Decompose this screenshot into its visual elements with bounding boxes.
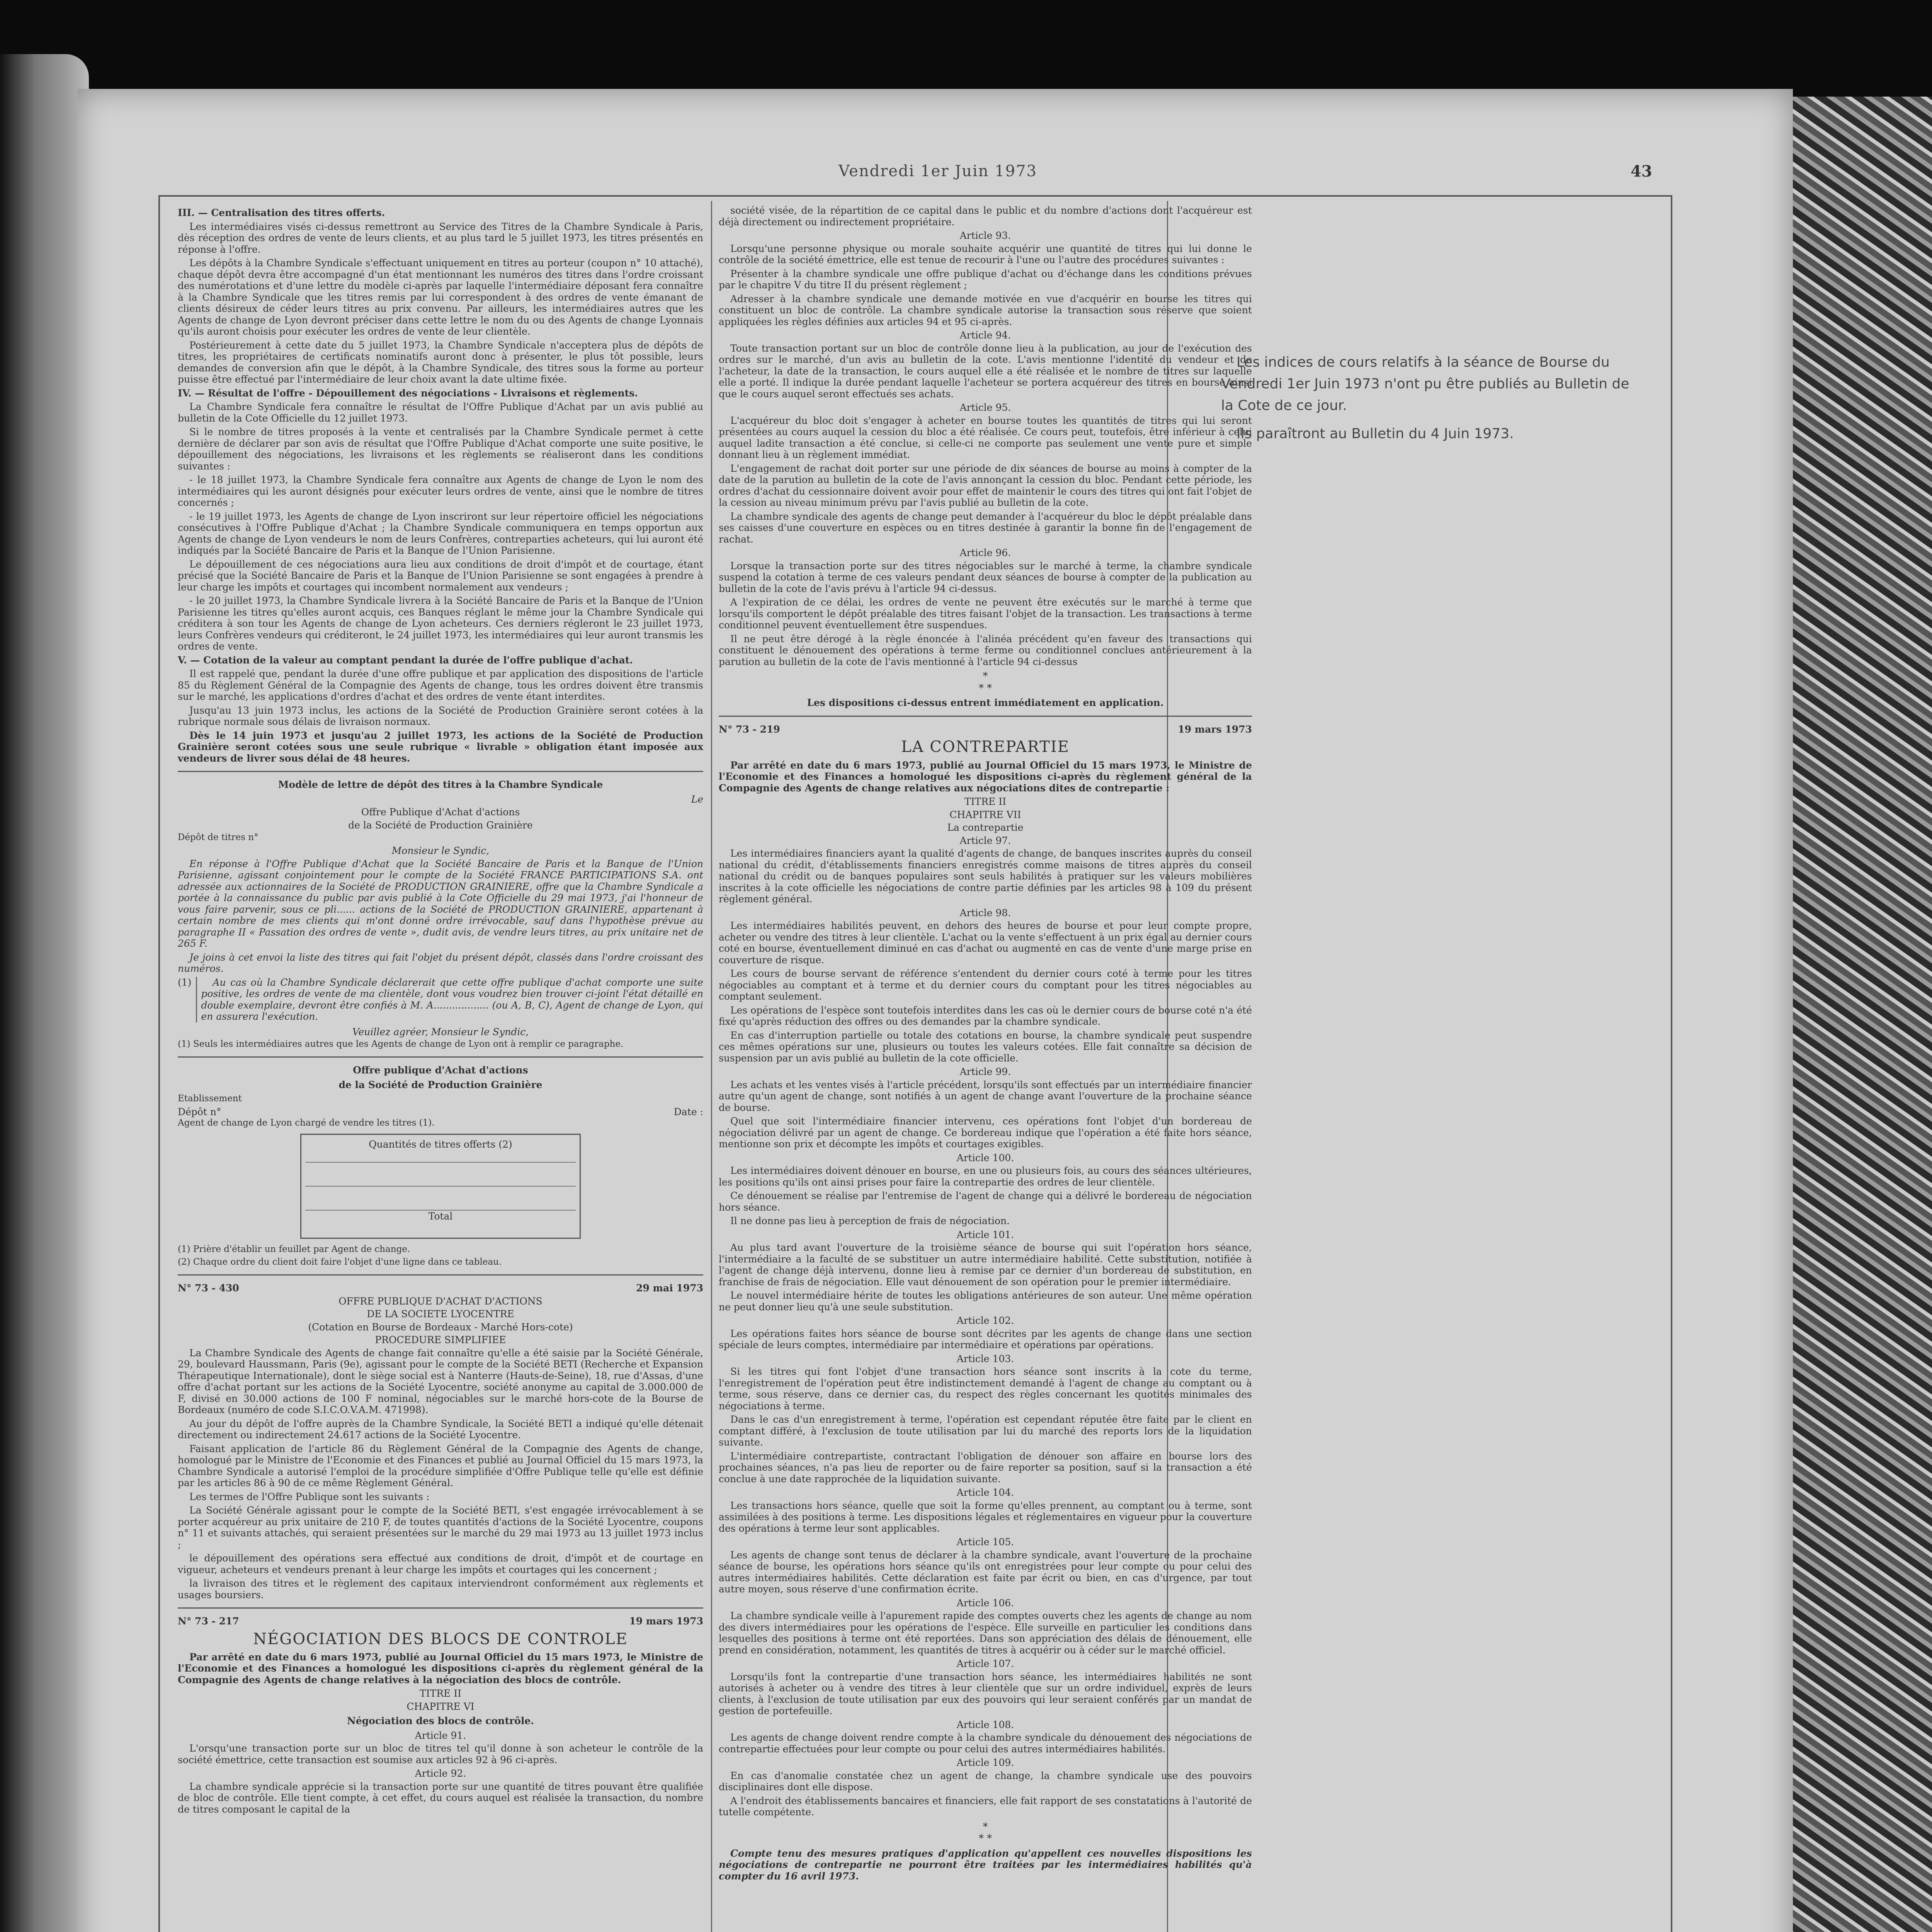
book-spine xyxy=(1793,97,1932,1932)
paragraph: Il ne donne pas lieu à perception de frais de négociation. xyxy=(730,1215,1010,1227)
paragraph: En cas d'anomalie constatée chez un agent de change, la chambre syndicale use des pouvoirs disciplinaires dont elle dispose. xyxy=(719,1770,1252,1793)
paragraph: Les intermédiaires doivent dénouer en bourse, en une ou plusieurs fois, au cours des séances ultérieures, les positions qu'ils ont ainsi prises pour faire la contrepartie des ordres de leur clientèle. xyxy=(719,1165,1252,1188)
letter-closing: Veuillez agréer, Monsieur le Syndic, xyxy=(352,1026,529,1037)
quantities-box xyxy=(300,1134,581,1239)
paragraph: La Chambre Syndicale des Agents de change fait connaître qu'elle a été saisie par la Société Générale, 29, boulevard Haussmann, Paris (9e), agissant pour le compte de la Société BETI (Recherche et Expansion Thérapeutique Internationale), dont le siège social est à Nanterre (Hauts-de-Seine), 18, rue d'Assas, d'une offre d'achat portant sur les actions de la Société Lyocentre, société anonyme au capital de 3.000.000 de F, divisé en 30.000 actions de 100 F nominal, négociables sur le marché hors-cote de la Bourse de Bordeaux (numéro de code S.I.C.O.V.A.M. 471998). xyxy=(178,1347,703,1416)
notice-date: 19 mars 1973 xyxy=(629,1616,703,1627)
article-heading: Article 106. xyxy=(956,1597,1014,1609)
paragraph: Les dépôts à la Chambre Syndicale s'effectuant uniquement en titres au porteur (coupon n° 10 attaché), chaque dépôt devra être accompagné d'un état mentionnant les numéros des titres dans l'ordre croissant des numérotations et d'une lettre du modèle ci-après par laquelle l'intermédiaire déposant fera connaître à la Chambre Syndicale que les titres remis par lui correspondent à des ordres de vente émanant de clients désireux de céder leurs titres au prix convenu. Par ailleurs, les intermédiaires autres que les Agents de change de Lyon devront préciser dans cette lettre le nom du ou des Agents de change Lyonnais qu'ils auront choisis pour exécuter les ordres de vente de leur clientèle. xyxy=(178,257,703,337)
chapter-heading: CHAPITRE VII xyxy=(949,809,1021,820)
titre-heading: TITRE II xyxy=(420,1688,461,1699)
form-row xyxy=(178,1106,703,1118)
paragraph: - le 18 juillet 1973, la Chambre Syndicale fera connaître aux Agents de change de Lyon le nom des intermédiaires qui les auront désignés pour exécuter leurs ordres de vente, ainsi que le nombre de titres concernés ; xyxy=(178,474,703,508)
paragraph: Le dépouillement de ces négociations aura lieu aux conditions de droit d'impôt et de courtage, étant précisé que la Société Bancaire de Paris et la Banque de l'Union Parisienne se sont engagées à prendre à leur charge les impôts et courtages qui incombent normalement aux vendeurs ; xyxy=(178,558,703,593)
paragraph: L'orsqu'une transaction porte sur un bloc de titres tel qu'il donne à son acheteur le contrôle de la société émettrice, cette transaction est soumise aux articles 92 à 96 ci-après. xyxy=(178,1743,703,1765)
article-heading: Article 107. xyxy=(956,1658,1014,1670)
article-heading: Article 92. xyxy=(415,1768,466,1779)
paragraph: Les intermédiaires financiers ayant la qualité d'agents de change, de banques inscrites auprès du conseil national du crédit, d'établissements financiers enregistrés comme maisons de titres auprès du conseil national du crédit ou de banques populaires sont seuls habilités à pratiquer sur les valeurs mobilières inscrites à la cote officielle les négociations de contre partie définies par les articles 98 à 109 du présent règlement général. xyxy=(719,848,1252,905)
form-field-etablissement: Etablissement xyxy=(178,1094,242,1104)
paragraph: Par arrêté en date du 6 mars 1973, publié au Journal Officiel du 15 mars 1973, le Ministre de l'Economie et des Finances a homologué les dispositions ci-après du règlement général de la Compagnie des Agents de change relatives aux négociations dites de contrepartie : xyxy=(719,759,1252,794)
page-header xyxy=(77,162,1793,189)
paragraph: Toute transaction portant sur un bloc de contrôle donne lieu à la publication, au jour de l'exécution des ordres sur le marché, d'un avis au bulletin de la cote. L'avis mentionne l'identité du vendeur et de l'acheteur, la date de la transaction, le cours auquel elle a été réalisée et le nombre de titres sur laquelle elle a porté. Il indique la durée pendant laquelle l'acheteur se portera acquéreur des titres en bourse ainsi que le cours auquel seront effectués ses achats. xyxy=(719,342,1252,400)
letter-date: Le xyxy=(691,793,703,805)
paragraph: Dans le cas d'un enregistrement à terme, l'opération est cependant réputée être faite par le client en comptant différé, à l'exclusion de toute utilisation par lui du marché des reports lors de la liquidation suivante. xyxy=(719,1414,1252,1448)
divider xyxy=(178,1056,703,1058)
paragraph: Les opérations de l'espèce sont toutefois interdites dans les cas où le dernier cours de bourse coté n'a été fixé qu'après réduction des offres ou des demandes par la chambre syndicale. xyxy=(719,1004,1252,1027)
notice-title: OFFRE PUBLIQUE D'ACHAT D'ACTIONS xyxy=(338,1295,543,1307)
notice-subtitle: (Cotation en Bourse de Bordeaux - Marché Hors-cote) xyxy=(308,1321,573,1333)
paragraph: Par arrêté en date du 6 mars 1973, publié au Journal Officiel du 15 mars 1973, le Ministre de l'Economie et des Finances a homologué les dispositions ci-après du règlement général de la Compagnie des Agents de change relatives à la négociation des blocs de contrôle. xyxy=(178,1651,703,1685)
article-heading: Article 95. xyxy=(959,402,1011,413)
paragraph: Je joins à cet envoi la liste des titres qui fait l'objet du présent dépôt, classés dans l'ordre croissant des numéros. xyxy=(178,951,703,975)
final-note: Compte tenu des mesures pratiques d'application qu'appellent ces nouvelles dispositions les négociations de contrepartie ne pourront être traitées par les intermédiaires habilités qu'à compter du 16 avril 1973. xyxy=(719,1847,1252,1882)
notice-header xyxy=(719,724,1252,735)
indices-notice: Les indices de cours relatifs à la séance de Bourse du Vendredi 1er Juin 1973 n'ont pu être publiés au Bulletin de la Cote de ce jour. xyxy=(1221,354,1629,413)
divider xyxy=(178,1607,703,1609)
paragraph: société visée, de la répartition de ce capital dans le public et du nombre d'actions dont l'acquéreur est déjà directement ou indirectement propriétaire. xyxy=(719,205,1252,228)
article-heading: Article 91. xyxy=(415,1730,466,1741)
section-title: III. — Centralisation des titres offerts. xyxy=(178,207,385,218)
chapter-heading: CHAPITRE VI xyxy=(406,1701,474,1712)
article-heading: Article 101. xyxy=(956,1229,1014,1240)
article-heading: Article 103. xyxy=(956,1353,1014,1364)
paragraph: Adresser à la chambre syndicale une demande motivée en vue d'acquérir en bourse les titres qui constituent un bloc de contrôle. La chambre syndicale autorise la transaction sous réserve que soient appliquées les règles définies aux articles 94 et 95 ci-après. xyxy=(719,293,1252,327)
article-heading: Article 108. xyxy=(956,1719,1014,1730)
paragraph: Les achats et les ventes visés à l'article précédent, lorsqu'ils sont effectués par un intermédiaire financier autre qu'un agent de change, sont notifiés à un agent de change avant l'ouverture de la prochaine séance de bourse. xyxy=(719,1079,1252,1113)
paragraph: Il est rappelé que, pendant la durée d'une offre publique et par application des dispositions de l'article 85 du Règlement Général de la Compagnie des Agents de change, tous les ordres doivent être transmis sur le marché, les applications d'ordres d'achat et des ordres de vente étant interdites. xyxy=(178,668,703,702)
section-title: V. — Cotation de la valeur au comptant pendant la durée de l'offre publique d'achat. xyxy=(178,654,633,666)
notice-header xyxy=(178,1282,703,1294)
paragraph: Au cas où la Chambre Syndicale déclarerait que cette offre publique d'achat comporte une suite positive, les ordres de vente de ma clientèle, dont vous voudrez bien trouver ci-joint l'état détaillé en double exemplaire, devront être confiés à M. A.................. (ou A, B, C), Agent de change de Lyon, qui en assurera l'exécution. xyxy=(196,977,703,1022)
article-heading: Article 102. xyxy=(956,1315,1014,1327)
paragraph: Postérieurement à cette date du 5 juillet 1973, la Chambre Syndicale n'acceptera plus de dépôts de titres, les propriétaires de certificats nominatifs auront donc à présenter, le plus tôt possible, leurs demandes de conversion afin que le dépôt, à la Chambre Syndicale, des titres sous la forme au porteur puisse être effectué par l'intermédiaire de leur choix avant la date ultime fixée. xyxy=(178,339,703,385)
article-heading: Article 97. xyxy=(959,835,1011,846)
article-heading: Article 94. xyxy=(959,330,1011,341)
paragraph: A l'endroit des établissements bancaires et financiers, elle fait rapport de ses constatations à l'autorité de tutelle compétente. xyxy=(719,1795,1252,1818)
article-heading: Article 105. xyxy=(956,1536,1014,1548)
paragraph: Si le nombre de titres proposés à la vente et centralisés par la Chambre Syndicale permet à cette dernière de déclarer par son avis de résultat que l'Offre Publique d'Achat comporte une suite positive, le dépouillement des négociations, les livraisons et les règlements se réaliseront dans les conditions suivantes : xyxy=(178,426,703,472)
form-field-depot: Dépôt n° xyxy=(178,1106,221,1118)
article-heading: Article 98. xyxy=(959,907,1011,918)
paragraph: La chambre syndicale des agents de change peut demander à l'acquéreur du bloc le dépôt préalable dans ses caisses d'une couverture en espèces ou en titres destinée à garantir la bonne fin de l'engagement de rachat. xyxy=(719,510,1252,545)
paragraph: Les intermédiaires visés ci-dessus remettront au Service des Titres de la Chambre Syndicale à Paris, dès réception des ordres de vente de leurs clients, et au plus tard le 5 juillet 1973, les titres présentés en réponse à l'offre. xyxy=(178,221,703,255)
paragraph: Lorsqu'une personne physique ou morale souhaite acquérir une quantité de titres qui lui donne le contrôle de la société émettrice, elle est tenue de recourir à l'une ou l'autre des procédures suivantes : xyxy=(719,243,1252,265)
letter-optional-block xyxy=(178,977,703,1025)
notice-number: N° 73 - 217 xyxy=(178,1616,239,1627)
paragraph: A l'expiration de ce délai, les ordres de vente ne peuvent être exécutés sur le marché à terme que lorsqu'ils comportent le dépôt préalable des titres faisant l'objet de la transaction. Les transactions à terme conditionnel peuvent éventuellement être suspendues. xyxy=(719,597,1252,631)
paragraph: La chambre syndicale apprécie si la transaction porte sur une quantité de titres pouvant être qualifiée de bloc de contrôle. Elle tient compte, à cet effet, du cours auquel est réalisée la transaction, du nombre de titres composant le capital de la xyxy=(178,1781,703,1815)
paragraph: L'acquéreur du bloc doit s'engager à acheter en bourse toutes les quantités de titres qui lui seront présentées au cours auquel la cession du bloc a été réalisée. Ce cours peut, toutefois, être inférieur à celui auquel ladite transaction a été conclue, si celle-ci ne comporte pas seulement une vente pure et simple donnant lieu à un règlement immédiat. xyxy=(719,415,1252,460)
paragraph: Il ne peut être dérogé à la règle énoncée à l'alinéa précédent qu'en faveur des transactions qui constituent le dénouement des opérations à terme ferme ou conditionnel conclues antérieurement à la parution au bulletin de la cote de l'avis mentionné à l'article 94 ci-dessus xyxy=(719,633,1252,667)
document-page xyxy=(77,89,1793,1932)
notice-title: DE LA SOCIETE LYOCENTRE xyxy=(367,1308,514,1320)
paragraph: Les cours de bourse servant de référence s'entendent du dernier cours coté à terme pour les titres négociables au comptant et à terme et du dernier cours du comptant pour les titres négociables au comptant seulement. xyxy=(719,968,1252,1002)
box-line xyxy=(305,1187,576,1211)
form-title: de la Société de Production Grainière xyxy=(338,1079,543,1090)
paragraph: En cas d'interruption partielle ou totale des cotations en bourse, la chambre syndicale peut suspendre ces mêmes opérations sur une, plusieurs ou toutes les valeurs cotées. Elle fait connaître sa décision de suspension par un avis publié au bulletin de la cote officielle. xyxy=(719,1029,1252,1064)
footnote: (1) Seuls les intermédiaires autres que les Agents de change de Lyon ont à remplir ce paragraphe. xyxy=(178,1039,624,1049)
box-header: Quantités de titres offerts (2) xyxy=(305,1139,576,1163)
notice-procedure: PROCEDURE SIMPLIFIEE xyxy=(375,1334,506,1346)
page-number: 43 xyxy=(1631,162,1652,180)
divider xyxy=(178,771,703,772)
article-heading: Article 109. xyxy=(956,1757,1014,1769)
notice-title: NÉGOCIATION DES BLOCS DE CONTROLE xyxy=(253,1630,628,1648)
paragraph: La Chambre Syndicale fera connaître le résultat de l'Offre Publique d'Achat par un avis publié au bulletin de la Cote Officielle du 12 juillet 1973. xyxy=(178,401,703,424)
chapter-name: Négociation des blocs de contrôle. xyxy=(347,1715,534,1727)
column-2 xyxy=(719,205,1252,1884)
form-field-date: Date : xyxy=(673,1106,703,1118)
paragraph: Faisant application de l'article 86 du Règlement Général de la Compagnie des Agents de change, homologué par le Ministre de l'Economie et des Finances et publié au Journal Officiel du 15 mars 1973, la Chambre Syndicale a autorisé l'emploi de la procédure simplifiée d'Offre Publique telle qu'elle est définie par les articles 86 à 90 de ce même Règlement Général. xyxy=(178,1443,703,1489)
paragraph: la livraison des titres et le règlement des capitaux interviendront conformément aux règlements et usages boursiers. xyxy=(178,1578,703,1600)
paragraph: Jusqu'au 13 juin 1973 inclus, les actions de la Société de Production Grainière seront cotées à la rubrique normale sous délais de livraison normaux. xyxy=(178,704,703,727)
paragraph: La chambre syndicale veille à l'apurement rapide des comptes ouverts chez les agents de change au nom des divers intermédiaires pour les opérations de l'espèce. Elle surveille en particulier les conditions dans lesquelles des positions à terme ont été reportées. Dans son appréciation des délais de dénouement, elle prend en considération, notamment, les quantités de titres à acquérir ou à céder sur le marché officiel. xyxy=(719,1610,1252,1656)
paragraph: Présenter à la chambre syndicale une offre publique d'achat ou d'échange dans les conditions prévues par le chapitre V du titre II du présent règlement ; xyxy=(719,268,1252,291)
paragraph: Ce dénouement se réalise par l'entremise de l'agent de change qui a délivré le bordereau de négociation hors séance. xyxy=(719,1190,1252,1213)
paragraph: Lorsqu'ils font la contrepartie d'une transaction hors séance, les intermédiaires habilités ne sont autorisés à acheter ou à vendre des titres à leur clientèle que sur un ordre individuel, exprès de leurs clients, à l'exclusion de toute utilisation par eux des pouvoirs qui leur seraient conférés par un mandat de gestion de portefeuille. xyxy=(719,1671,1252,1717)
application-note: Les dispositions ci-dessus entrent immédiatement en application. xyxy=(807,697,1164,709)
footnote-marker: (1) xyxy=(178,976,192,988)
notice-title: LA CONTREPARTIE xyxy=(901,738,1070,756)
form-title: Offre publique d'Achat d'actions xyxy=(353,1065,528,1076)
paragraph: Les agents de change sont tenus de déclarer à la chambre syndicale, avant l'ouverture de la prochaine séance de bourse, les opérations hors séance qu'ils ont enregistrées pour leur compte ou pour celui des autres intermédiaires habilités. Cette déclaration est faite par écrit ou bien, en cas d'urgence, par tout autre moyen, sous réserve d'une confirmation écrite. xyxy=(719,1549,1252,1595)
footnote: (2) Chaque ordre du client doit faire l'objet d'une ligne dans ce tableau. xyxy=(178,1257,502,1267)
notice-date: 19 mars 1973 xyxy=(1178,723,1252,735)
notice-number: N° 73 - 430 xyxy=(178,1282,239,1294)
paragraph: - le 19 juillet 1973, les Agents de change de Lyon inscriront sur leur répertoire officiel les négociations consécutives à l'Offre Publique d'Achat ; la Chambre Syndicale communiquera en temps opportun aux Agents de change de Lyon vendeurs le nom de leurs Confrères, contreparties acheteurs, qui lui auront été indiqués par la Société Bancaire de Paris et la Banque de l'Union Parisienne. xyxy=(178,510,703,556)
box-line xyxy=(305,1163,576,1187)
paragraph: Les agents de change doivent rendre compte à la chambre syndicale du dénouement des négociations de contrepartie effectuées pour leur compte ou pour celui des autres intermédiaires habilités. xyxy=(719,1732,1252,1755)
letter-salutation: Monsieur le Syndic, xyxy=(391,845,490,857)
running-title: Vendredi 1er Juin 1973 xyxy=(838,162,1037,180)
article-heading: Article 100. xyxy=(956,1152,1014,1163)
paragraph: Les opérations faites hors séance de bourse sont décrites par les agents de change dans une section spéciale de leurs comptes, intermédiaire par intermédiaire et opérations par opérations. xyxy=(719,1328,1252,1351)
paragraph: L'intermédiaire contrepartiste, contractant l'obligation de dénouer son affaire en bourse lors des prochaines séances, n'a pas lieu de reporter ou de faire reporter sa position, sauf si la transaction a été conclue à une date rapprochée de la liquidation suivante. xyxy=(719,1450,1252,1485)
model-letter-title: Modèle de lettre de dépôt des titres à la Chambre Syndicale xyxy=(278,779,603,790)
paragraph: Si les titres qui font l'objet d'une transaction hors séance sont inscrits à la cote du terme, l'enregistrement de l'opération peut être indistinctement demandé à l'agent de change au comptant ou à terme, sous réserve, dans ce dernier cas, du respect des règles concernant les quotités minimales des négociations à terme. xyxy=(719,1366,1252,1412)
article-heading: Article 104. xyxy=(956,1487,1014,1498)
article-heading: Article 99. xyxy=(959,1066,1011,1078)
indices-followup: Ils paraîtront au Bulletin du 4 Juin 1973. xyxy=(1236,426,1514,442)
paragraph: Le nouvel intermédiaire hérite de toutes les obligations antérieures de son auteur. Une même opération ne peut donner lieu qu'à une seule substitution. xyxy=(719,1290,1252,1313)
paragraph: Les termes de l'Offre Publique sont les suivants : xyxy=(189,1491,430,1502)
paragraph: Au plus tard avant l'ouverture de la troisième séance de bourse qui suit l'opération hors séance, l'intermédiaire a la faculté de se substituer un autre intermédiaire habilité. Cette substitution, notifiée à l'agent de change déjà intervenu, donne lieu à remise par ce dernier d'un bordereau de substitution, en franchise de frais de négociation. Elle vaut dénouement de son opération pour le premier intermédiaire. xyxy=(719,1242,1252,1287)
paragraph: Les intermédiaires habilités peuvent, en dehors des heures de bourse et pour leur compte propre, acheter ou vendre des titres à leur clientèle. L'achat ou la vente s'effectuent à un prix égal au dernier cours coté en bourse, éventuellement diminué en cas d'achat ou augmenté en cas de vente d'une marge prise en couverture de risque. xyxy=(719,920,1252,966)
paragraph: Lorsque la transaction porte sur des titres négociables sur le marché à terme, la chambre syndicale suspend la cotation à terme de ces valeurs pendant deux séances de bourse à compter de la publication au bulletin de la cote de l'avis prévu à l'article 94 ci-dessus. xyxy=(719,560,1252,594)
asterism: * * * xyxy=(978,1821,992,1845)
left-page-binding xyxy=(0,54,89,1932)
notice-number: N° 73 - 219 xyxy=(719,723,780,735)
notice-date: 29 mai 1973 xyxy=(636,1282,703,1294)
paragraph: Les transactions hors séance, quelle que soit la forme qu'elles prennent, au comptant ou à terme, sont assimilées à des positions à terme. Les dispositions légales et réglementaires en vigueur pour la couverture des opérations à terme leur sont applicables. xyxy=(719,1500,1252,1534)
asterism: * * * xyxy=(978,670,992,694)
form-field-agent: Agent de change de Lyon chargé de vendre les titres (1). xyxy=(178,1117,435,1128)
section-title: IV. — Résultat de l'offre - Dépouillement des négociations - Livraisons et règlements. xyxy=(178,387,638,399)
column-rule-1 xyxy=(711,201,712,1932)
letter-depot: Dépôt de titres n° xyxy=(178,832,259,842)
titre-heading: TITRE II xyxy=(964,796,1006,808)
article-heading: Article 93. xyxy=(959,230,1011,241)
footnote: (1) Prière d'établir un feuillet par Agent de change. xyxy=(178,1244,410,1254)
box-total: Total xyxy=(428,1211,453,1222)
divider xyxy=(719,716,1252,717)
paragraph: Quel que soit l'intermédiaire financier intervenu, ces opérations font l'objet d'un bordereau de négociation délivré par un agent de change. Ce bordereau indique que l'opération a été faite hors séance, mentionne son prix et décompte les impôts et courtages exigibles. xyxy=(719,1116,1252,1150)
column-3-notice xyxy=(1221,352,1631,452)
paragraph: En réponse à l'Offre Publique d'Achat que la Société Bancaire de Paris et la Banque de l'Union Parisienne, agissant conjointement pour le compte de la Société FRANCE PARTICIPATIONS S.A. ont adressée aux actionnaires de la Société de PRODUCTION GRAINIERE, offre que la Chambre Syndicale a portée à la connaissance du public par avis publié à la Cote Officielle du 29 mai 1973, j'ai l'honneur de vous faire parvenir, sous ce pli...... actions de la Société de PRODUCTION GRAINIERE, appartenant à certain nombre de mes clients qui m'ont donné ordre irrévocable, sauf dans l'hypothèse prévue au paragraphe II « Passation des ordres de vente », dudit avis, de vendre leurs titres, au prix unitaire net de 265 F. xyxy=(178,858,703,949)
divider xyxy=(178,1274,703,1276)
column-1 xyxy=(178,205,703,1817)
article-heading: Article 96. xyxy=(959,547,1011,558)
paragraph: le dépouillement des opérations sera effectué aux conditions de droit, d'impôt et de courtage en vigueur, acheteurs et vendeurs prenant à leur charge les impôts et courtages qui les concernent ; xyxy=(178,1553,703,1575)
paragraph: - le 20 juillet 1973, la Chambre Syndicale livrera à la Société Bancaire de Paris et la Banque de l'Union Parisienne les titres qu'elles auront acquis, ces Banques réglant le même jour la Chambre Syndicale qui créditera à son tour les Agents de change de Lyon acheteurs. Ces derniers régleront le 23 juillet 1973, leurs Confrères vendeurs qui créditeront, le 24 juillet 1973, les intermédiaires qui leur auront transmis les ordres de vente. xyxy=(178,595,703,652)
notice-header xyxy=(178,1616,703,1627)
letter-subject: Offre Publique d'Achat d'actions xyxy=(361,806,520,818)
paragraph: Dès le 14 juin 1973 et jusqu'au 2 juillet 1973, les actions de la Société de Production Grainière seront cotées sous une seule rubrique « livrable » obligation étant imposée aux vendeurs de livrer sous délai de 48 heures. xyxy=(178,730,703,764)
paragraph: L'engagement de rachat doit porter sur une période de dix séances de bourse au moins à compter de la date de la parution au bulletin de la cote de l'avis annonçant la cession du bloc. Pendant cette période, les ordres d'achat du cessionnaire doivent avoir pour effet de maintenir le cours des titres qui ont fait l'objet de la cession au niveau minimum prévu par l'avis publié au bulletin de la cote. xyxy=(719,463,1252,508)
paragraph: Au jour du dépôt de l'offre auprès de la Chambre Syndicale, la Société BETI a indiqué qu'elle détenait directement ou indirectement 24.617 actions de la Société Lyocentre. xyxy=(178,1418,703,1441)
letter-subject: de la Société de Production Grainière xyxy=(348,819,533,831)
paragraph: La Société Générale agissant pour le compte de la Société BETI, s'est engagée irrévocablement à se porter acquéreur au prix unitaire de 210 F, de toutes quantités d'actions de la Société Lyocentre, coupons n° 11 et suivants attachés, qui seraient présentées sur le marché du 29 mai 1973 au 13 juillet 1973 inclus ; xyxy=(178,1505,703,1550)
chapter-name: La contrepartie xyxy=(947,822,1024,833)
